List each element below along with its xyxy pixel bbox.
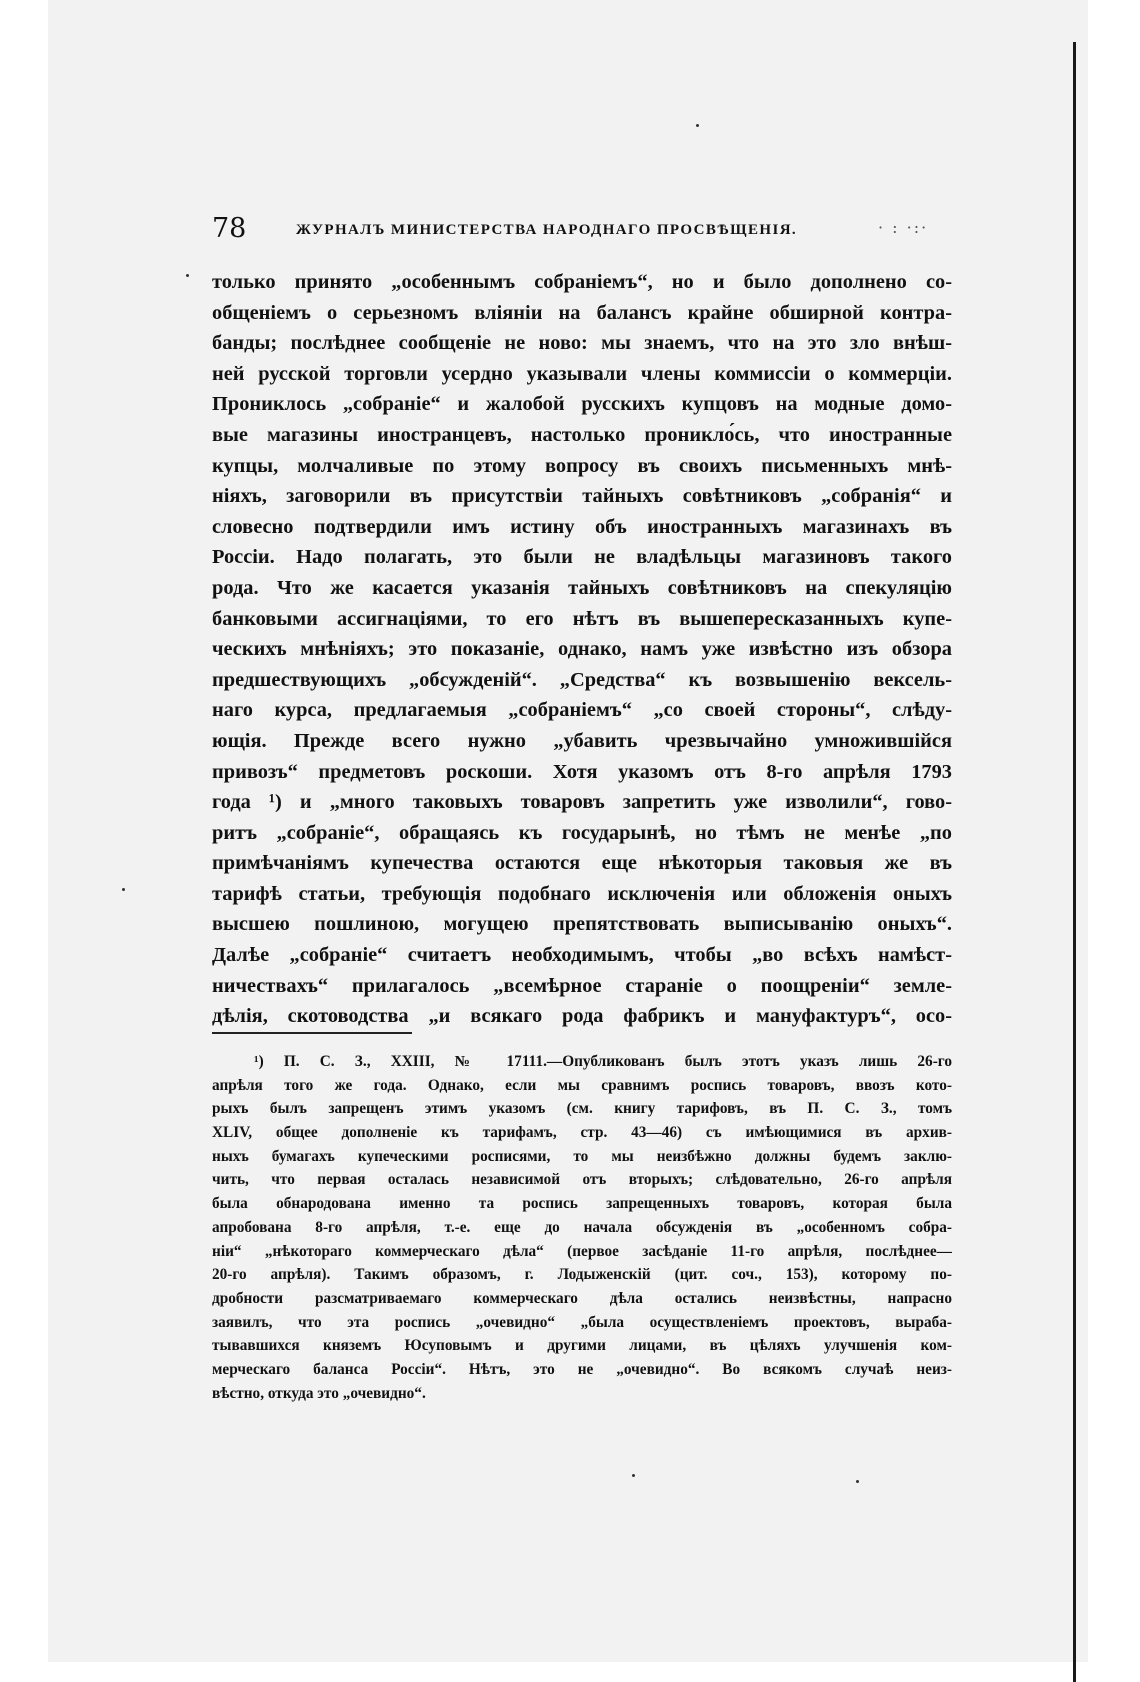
page-edge-rule	[1073, 42, 1076, 1682]
body-line: ніяхъ, заговорили въ присутствіи тайныхъ совѣтниковъ „собранія“ и	[212, 485, 952, 508]
footnote-line: ¹) П. С. З., XXIII, № 17111.—Опубликованъ былъ этотъ указъ лишь 26-го	[254, 1053, 952, 1070]
footnote-line: мерческаго баланса Россіи“. Нѣтъ, это не „очевидно“. Во всякомъ случаѣ неиз-	[212, 1360, 952, 1378]
body-line: купцы, молчаливые по этому вопросу въ своихъ письменныхъ мнѣ-	[212, 454, 952, 477]
body-text	[212, 267, 952, 1032]
page-header	[212, 214, 952, 244]
body-line: вые магазины иностранцевъ, настолько проникло́сь, что иностранные	[212, 423, 952, 446]
body-line: Далѣе „собраніе“ считаетъ необходимымъ, чтобы „во всѣхъ намѣст-	[212, 944, 952, 967]
body-line: ческихъ мнѣніяхъ; это показаніе, однако, намъ уже извѣстно изъ обзора	[212, 638, 952, 661]
scan-speck	[696, 124, 699, 127]
body-line: ритъ „собраніе“, обращаясь къ государынѣ, но тѣмъ не менѣе „по	[212, 821, 952, 844]
scan-speck	[186, 274, 189, 277]
body-line: ничествахъ“ прилагалось „всемѣрное стараніе о поощреніи“ земле-	[212, 974, 952, 997]
footnote-line: ніи“ „нѣкотораго коммерческаго дѣла“ (первое засѣданіе 11-го апрѣля, послѣднее—	[212, 1242, 952, 1260]
footnote-line: апрѣля того же года. Однако, если мы сравнимъ роспись товаровъ, ввозъ кото-	[212, 1076, 952, 1094]
footnote-line: ныхъ бумагахъ купеческими росписями, то мы неизбѣжно должны будемъ заклю-	[212, 1147, 952, 1165]
body-line: тарифѣ статьи, требующія подобнаго исключенія или обложенія оныхъ	[212, 882, 952, 905]
footnote-line: XLIV, общее дополненіе къ тарифамъ, стр. 43—46) съ имѣющимися въ архив-	[212, 1124, 952, 1142]
body-line: предшествующихъ „обсужденій“. „Средства“ къ возвышенію вексель-	[212, 668, 952, 691]
body-line: Прониклось „собраніе“ и жалобой русскихъ купцовъ на модные домо-	[212, 393, 952, 416]
body-line: общеніемъ о серьезномъ вліяніи на балансъ крайне обширной контра-	[212, 301, 952, 324]
scan-speck	[632, 1474, 635, 1477]
body-line: наго курса, предлагаемыя „собраніемъ“ „со своей стороны“, слѣду-	[212, 699, 952, 722]
footnotes	[212, 1050, 952, 1405]
body-line: ющія. Прежде всего нужно „убавить чрезвычайно умножившійся	[212, 729, 952, 752]
body-line: Россіи. Надо полагать, это были не владѣльцы магазиновъ такого	[212, 546, 952, 569]
footnote-line: рыхъ былъ запрещенъ этимъ указомъ (см. книгу тарифовъ, въ П. С. З., томъ	[212, 1100, 952, 1118]
footnote-line: вѣстно, откуда это „очевидно“.	[212, 1384, 426, 1402]
body-line: привозъ“ предметовъ роскоши. Хотя указомъ отъ 8-го апрѣля 1793	[212, 760, 952, 783]
footnote-line: чить, что первая осталась независимой отъ вторыхъ; слѣдовательно, 26-го апрѣля	[212, 1171, 952, 1189]
footnote-line: 20-го апрѣля). Такимъ образомъ, г. Лодыженскій (цит. соч., 153), которому по-	[212, 1266, 952, 1284]
footnote-line: была обнародована именно та роспись запрещенныхъ товаровъ, которая была	[212, 1195, 952, 1213]
footnote-line: тывавшихся княземъ Юсуповымъ и другими лицами, въ цѣляхъ улучшенія ком-	[212, 1337, 952, 1355]
footnote-line: апробована 8-го апрѣля, т.-е. еще до начала обсужденія въ „особенномъ собра-	[212, 1218, 952, 1236]
body-line: только принято „особеннымъ собраніемъ“, но и было дополнено со-	[212, 271, 952, 293]
body-line: банковыми ассигнаціями, то его нѣтъ въ вышепересказанныхъ купе-	[212, 607, 952, 630]
footnote-line: заявилъ, что эта роспись „очевидно“ „была осуществленіемъ проектовъ, выраба-	[212, 1313, 952, 1331]
footnote-1	[212, 1050, 952, 1405]
scan-speck	[122, 888, 125, 891]
body-line: рода. Что же касается указанія тайныхъ совѣтниковъ на спекуляцію	[212, 576, 952, 599]
body-line: дѣлія, скотоводства „и всякаго рода фабрикъ и мануфактуръ“, осо-	[212, 1005, 952, 1028]
body-line: года ¹) и „много таковыхъ товаровъ запретить уже изволили“, гово-	[212, 791, 952, 814]
page-number: 78	[212, 213, 247, 244]
body-line: примѣчаніямъ купечества остаются еще нѣкоторыя таковыя же въ	[212, 852, 952, 875]
footnote-line: дробности разсматриваемаго коммерческаго дѣла остались неизвѣстны, напрасно	[212, 1289, 952, 1307]
scan-speck	[856, 1480, 859, 1483]
footnote-separator	[212, 1032, 412, 1034]
body-line: словесно подтвердили имъ истину объ иностранныхъ магазинахъ въ	[212, 515, 952, 538]
body-line: высшею пошлиною, могущею препятствовать выписыванію оныхъ“.	[212, 913, 952, 936]
header-mark: · : ·:·	[878, 218, 929, 237]
body-line: банды; послѣднее сообщеніе не ново: мы знаемъ, что на это зло внѣш-	[212, 332, 952, 355]
body-line: ней русской торговли усердно указывали члены коммиссіи о коммерціи.	[212, 362, 952, 385]
running-title: ЖУРНАЛЪ МИНИСТЕРСТВА НАРОДНАГО ПРОСВѢЩЕНІЯ.	[296, 222, 798, 238]
